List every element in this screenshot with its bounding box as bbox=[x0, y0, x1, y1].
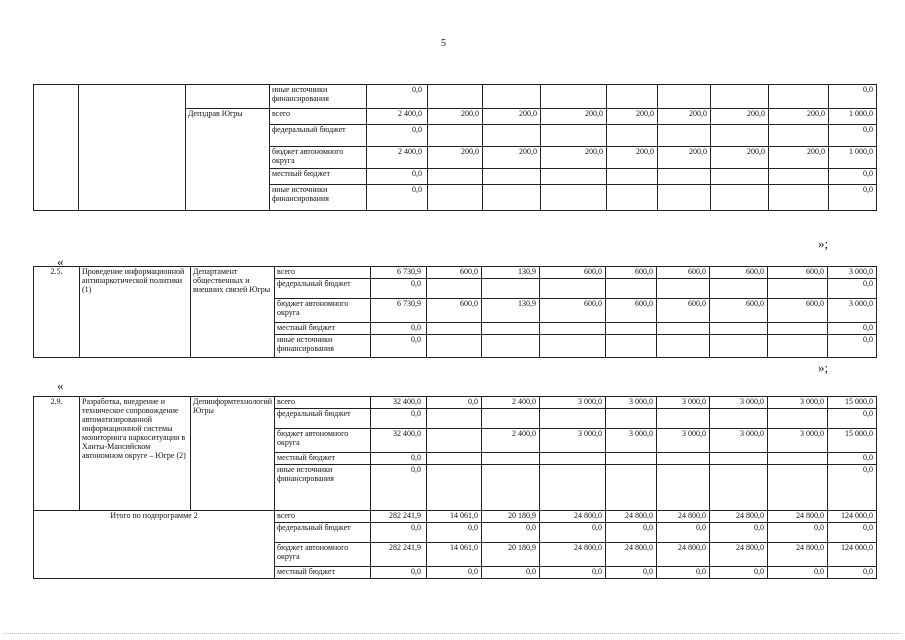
value-cell: 2 400,0 bbox=[482, 397, 540, 409]
source-cell: всего bbox=[275, 511, 371, 523]
table-row bbox=[34, 85, 877, 109]
value-cell bbox=[540, 453, 606, 465]
value-cell: 24 800,0 bbox=[710, 543, 768, 567]
value-cell: 6 730,9 bbox=[371, 267, 427, 279]
value-cell: 600,0 bbox=[710, 267, 768, 279]
total-cell: 0,0 bbox=[828, 323, 877, 335]
item-number: 2.5. bbox=[34, 267, 80, 358]
value-cell bbox=[482, 279, 540, 299]
value-cell: 32 400,0 bbox=[371, 397, 427, 409]
value-cell bbox=[607, 85, 658, 109]
value-cell: 200,0 bbox=[711, 147, 769, 169]
budget-table-2-9 bbox=[33, 396, 877, 579]
source-cell: бюджет автономного округа bbox=[275, 429, 371, 453]
total-cell: 124 000,0 bbox=[828, 543, 877, 567]
value-cell: 600,0 bbox=[710, 299, 768, 323]
value-cell: 20 180,9 bbox=[482, 511, 540, 523]
value-cell bbox=[657, 465, 710, 511]
total-cell: 124 000,0 bbox=[828, 511, 877, 523]
value-cell bbox=[482, 453, 540, 465]
source-cell: бюджет автономного округа bbox=[275, 543, 371, 567]
value-cell bbox=[482, 465, 540, 511]
responsible-org: Депинформтехнологий Югры bbox=[191, 397, 275, 511]
value-cell: 600,0 bbox=[540, 299, 606, 323]
value-cell bbox=[427, 409, 482, 429]
value-cell bbox=[483, 125, 541, 147]
value-cell: 200,0 bbox=[769, 147, 829, 169]
value-cell: 200,0 bbox=[541, 147, 607, 169]
value-cell: 14 061,0 bbox=[427, 511, 482, 523]
source-cell: бюджет автономного округа bbox=[275, 299, 371, 323]
value-cell: 2 400,0 bbox=[482, 429, 540, 453]
value-cell: 20 180,9 bbox=[482, 543, 540, 567]
source-cell: местный бюджет bbox=[275, 323, 371, 335]
value-cell bbox=[710, 465, 768, 511]
value-cell bbox=[428, 185, 483, 211]
value-cell bbox=[711, 85, 769, 109]
source-cell: федеральный бюджет bbox=[270, 125, 367, 147]
value-cell bbox=[657, 323, 710, 335]
value-cell: 3 000,0 bbox=[540, 397, 606, 409]
total-cell: 0,0 bbox=[828, 523, 877, 543]
value-cell: 600,0 bbox=[657, 267, 710, 279]
value-cell: 24 800,0 bbox=[768, 511, 828, 523]
value-cell: 0,0 bbox=[540, 523, 606, 543]
total-cell: 0,0 bbox=[828, 335, 877, 358]
value-cell: 24 800,0 bbox=[657, 543, 710, 567]
value-cell: 3 000,0 bbox=[606, 429, 657, 453]
value-cell bbox=[710, 453, 768, 465]
total-cell: 0,0 bbox=[829, 125, 877, 147]
source-cell: федеральный бюджет bbox=[275, 409, 371, 429]
total-cell: 0,0 bbox=[829, 85, 877, 109]
value-cell bbox=[657, 453, 710, 465]
total-cell: 0,0 bbox=[828, 567, 877, 579]
value-cell: 200,0 bbox=[711, 109, 769, 125]
opening-quote-2: « bbox=[57, 378, 64, 393]
item-name: Проведение информационной антинаркотической политики (1) bbox=[80, 267, 191, 358]
value-cell bbox=[483, 169, 541, 185]
value-cell bbox=[768, 323, 828, 335]
closing-quote: »; bbox=[818, 236, 829, 251]
value-cell bbox=[606, 409, 657, 429]
value-cell: 0,0 bbox=[427, 523, 482, 543]
value-cell: 3 000,0 bbox=[768, 429, 828, 453]
value-cell bbox=[769, 85, 829, 109]
value-cell bbox=[769, 185, 829, 211]
num-cell bbox=[34, 85, 79, 211]
value-cell bbox=[768, 279, 828, 299]
source-cell: местный бюджет bbox=[270, 169, 367, 185]
value-cell: 600,0 bbox=[768, 267, 828, 279]
value-cell: 32 400,0 bbox=[371, 429, 427, 453]
value-cell bbox=[657, 335, 710, 358]
value-cell: 24 800,0 bbox=[768, 543, 828, 567]
source-cell: всего bbox=[270, 109, 367, 125]
source-cell: всего bbox=[275, 267, 371, 279]
scan-artifact-line bbox=[4, 633, 901, 635]
value-cell: 0,0 bbox=[427, 567, 482, 579]
source-cell: федеральный бюджет bbox=[275, 279, 371, 299]
value-cell bbox=[657, 409, 710, 429]
value-cell bbox=[540, 465, 606, 511]
value-cell: 130,9 bbox=[482, 299, 540, 323]
value-cell bbox=[427, 465, 482, 511]
value-cell: 200,0 bbox=[658, 147, 711, 169]
value-cell: 0,0 bbox=[768, 523, 828, 543]
value-cell bbox=[607, 169, 658, 185]
value-cell: 24 800,0 bbox=[540, 511, 606, 523]
total-cell: 0,0 bbox=[828, 279, 877, 299]
value-cell: 3 000,0 bbox=[606, 397, 657, 409]
value-cell: 600,0 bbox=[606, 267, 657, 279]
value-cell: 2 400,0 bbox=[367, 147, 428, 169]
total-cell: 0,0 bbox=[829, 169, 877, 185]
value-cell bbox=[769, 169, 829, 185]
value-cell: 0,0 bbox=[367, 169, 428, 185]
value-cell: 0,0 bbox=[427, 397, 482, 409]
value-cell: 0,0 bbox=[371, 335, 427, 358]
org-cell: Депздрав Югры bbox=[186, 109, 270, 211]
total-cell: 0,0 bbox=[828, 409, 877, 429]
name-cell bbox=[79, 85, 186, 211]
value-cell: 282 241,9 bbox=[371, 511, 427, 523]
value-cell bbox=[768, 453, 828, 465]
value-cell bbox=[541, 169, 607, 185]
opening-quote: « bbox=[57, 254, 64, 269]
item-name: Разработка, внедрение и техническое сопровождение автоматизированной информационной системы мониторинга наркоситуации в Ханты-Мансийском автономном округе – Югре (2) bbox=[80, 397, 191, 511]
value-cell bbox=[540, 279, 606, 299]
value-cell: 0,0 bbox=[768, 567, 828, 579]
value-cell: 0,0 bbox=[482, 567, 540, 579]
value-cell bbox=[540, 335, 606, 358]
value-cell: 24 800,0 bbox=[710, 511, 768, 523]
page-number: 5 bbox=[441, 38, 446, 49]
value-cell bbox=[427, 453, 482, 465]
value-cell: 3 000,0 bbox=[657, 397, 710, 409]
total-cell: 15 000,0 bbox=[828, 397, 877, 409]
value-cell: 0,0 bbox=[367, 185, 428, 211]
value-cell bbox=[427, 279, 482, 299]
source-cell: всего bbox=[275, 397, 371, 409]
budget-table-continuation bbox=[33, 84, 877, 211]
value-cell bbox=[482, 323, 540, 335]
value-cell bbox=[658, 169, 711, 185]
item-number: 2.9. bbox=[34, 397, 80, 511]
value-cell bbox=[658, 85, 711, 109]
value-cell bbox=[428, 169, 483, 185]
value-cell bbox=[428, 125, 483, 147]
budget-table-2-5 bbox=[33, 266, 877, 358]
value-cell: 600,0 bbox=[427, 299, 482, 323]
value-cell bbox=[483, 185, 541, 211]
value-cell bbox=[541, 185, 607, 211]
org-cell bbox=[186, 85, 270, 109]
value-cell: 3 000,0 bbox=[710, 397, 768, 409]
value-cell: 200,0 bbox=[607, 147, 658, 169]
value-cell bbox=[540, 323, 606, 335]
value-cell: 0,0 bbox=[371, 409, 427, 429]
total-cell: 3 000,0 bbox=[828, 299, 877, 323]
value-cell: 200,0 bbox=[769, 109, 829, 125]
value-cell bbox=[711, 125, 769, 147]
value-cell: 0,0 bbox=[710, 567, 768, 579]
value-cell: 0,0 bbox=[371, 279, 427, 299]
value-cell: 0,0 bbox=[540, 567, 606, 579]
value-cell bbox=[657, 279, 710, 299]
value-cell: 0,0 bbox=[367, 125, 428, 147]
value-cell bbox=[769, 125, 829, 147]
table-row bbox=[34, 397, 877, 409]
value-cell bbox=[710, 409, 768, 429]
value-cell: 200,0 bbox=[483, 147, 541, 169]
value-cell: 130,9 bbox=[482, 267, 540, 279]
subprogram-total-label: Итого по подпрограмме 2 bbox=[34, 511, 275, 579]
value-cell: 0,0 bbox=[606, 567, 657, 579]
value-cell bbox=[606, 335, 657, 358]
source-cell: местный бюджет bbox=[275, 567, 371, 579]
value-cell: 200,0 bbox=[541, 109, 607, 125]
value-cell: 14 061,0 bbox=[427, 543, 482, 567]
value-cell bbox=[427, 335, 482, 358]
value-cell bbox=[711, 185, 769, 211]
value-cell bbox=[607, 185, 658, 211]
value-cell bbox=[482, 335, 540, 358]
source-cell: бюджет автономного округа bbox=[270, 147, 367, 169]
value-cell bbox=[658, 185, 711, 211]
value-cell: 600,0 bbox=[427, 267, 482, 279]
value-cell: 0,0 bbox=[606, 523, 657, 543]
value-cell bbox=[710, 279, 768, 299]
value-cell bbox=[606, 453, 657, 465]
value-cell: 3 000,0 bbox=[768, 397, 828, 409]
value-cell: 24 800,0 bbox=[606, 511, 657, 523]
total-cell: 0,0 bbox=[829, 185, 877, 211]
value-cell bbox=[606, 279, 657, 299]
total-cell: 0,0 bbox=[828, 465, 877, 511]
responsible-org: Департамент общественных и внешних связей Югры bbox=[191, 267, 275, 358]
value-cell: 282 241,9 bbox=[371, 543, 427, 567]
total-cell: 3 000,0 bbox=[828, 267, 877, 279]
value-cell bbox=[428, 85, 483, 109]
value-cell bbox=[606, 323, 657, 335]
value-cell: 24 800,0 bbox=[657, 511, 710, 523]
table-row bbox=[34, 267, 877, 279]
value-cell: 200,0 bbox=[658, 109, 711, 125]
value-cell: 0,0 bbox=[371, 567, 427, 579]
value-cell: 0,0 bbox=[371, 323, 427, 335]
value-cell bbox=[427, 323, 482, 335]
value-cell: 0,0 bbox=[371, 523, 427, 543]
value-cell: 0,0 bbox=[710, 523, 768, 543]
source-cell: иные источники финансирования bbox=[270, 185, 367, 211]
value-cell bbox=[710, 335, 768, 358]
value-cell: 0,0 bbox=[371, 465, 427, 511]
source-cell: федеральный бюджет bbox=[275, 523, 371, 543]
total-cell: 0,0 bbox=[828, 453, 877, 465]
value-cell bbox=[482, 409, 540, 429]
source-cell: иные источники финансирования bbox=[275, 465, 371, 511]
value-cell bbox=[768, 465, 828, 511]
source-cell: иные источники финансирования bbox=[275, 335, 371, 358]
value-cell: 0,0 bbox=[371, 453, 427, 465]
source-cell: иные источники финансирования bbox=[270, 85, 367, 109]
total-cell: 1 000,0 bbox=[829, 109, 877, 125]
value-cell: 600,0 bbox=[768, 299, 828, 323]
value-cell: 600,0 bbox=[540, 267, 606, 279]
value-cell bbox=[607, 125, 658, 147]
value-cell: 3 000,0 bbox=[657, 429, 710, 453]
value-cell bbox=[711, 169, 769, 185]
value-cell: 2 400,0 bbox=[367, 109, 428, 125]
value-cell: 200,0 bbox=[428, 109, 483, 125]
value-cell: 200,0 bbox=[607, 109, 658, 125]
value-cell bbox=[768, 409, 828, 429]
value-cell bbox=[540, 409, 606, 429]
source-cell: местный бюджет bbox=[275, 453, 371, 465]
total-cell: 1 000,0 bbox=[829, 147, 877, 169]
value-cell: 200,0 bbox=[483, 109, 541, 125]
value-cell: 24 800,0 bbox=[606, 543, 657, 567]
value-cell bbox=[658, 125, 711, 147]
value-cell: 24 800,0 bbox=[540, 543, 606, 567]
value-cell: 0,0 bbox=[657, 523, 710, 543]
table-row bbox=[34, 511, 877, 523]
value-cell bbox=[483, 85, 541, 109]
value-cell: 600,0 bbox=[606, 299, 657, 323]
value-cell: 6 730,9 bbox=[371, 299, 427, 323]
value-cell: 3 000,0 bbox=[710, 429, 768, 453]
value-cell: 0,0 bbox=[482, 523, 540, 543]
total-cell: 15 000,0 bbox=[828, 429, 877, 453]
value-cell bbox=[541, 125, 607, 147]
value-cell: 200,0 bbox=[428, 147, 483, 169]
value-cell bbox=[710, 323, 768, 335]
value-cell: 0,0 bbox=[657, 567, 710, 579]
closing-quote-2: »; bbox=[818, 360, 829, 375]
value-cell bbox=[541, 85, 607, 109]
value-cell: 3 000,0 bbox=[540, 429, 606, 453]
value-cell: 0,0 bbox=[367, 85, 428, 109]
value-cell bbox=[768, 335, 828, 358]
value-cell: 600,0 bbox=[657, 299, 710, 323]
value-cell bbox=[606, 465, 657, 511]
value-cell bbox=[427, 429, 482, 453]
